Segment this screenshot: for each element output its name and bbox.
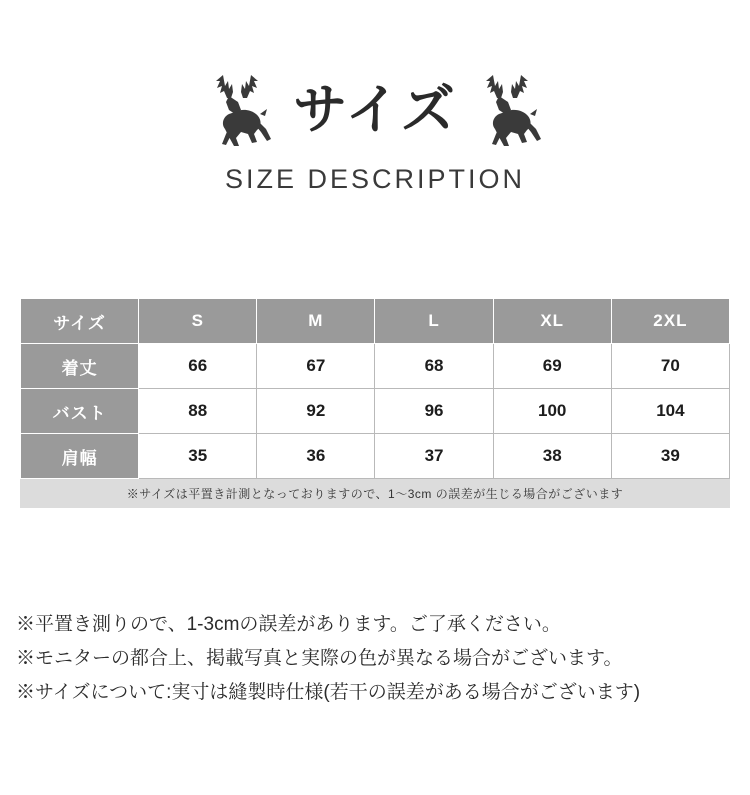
cell-bust-m: 92 bbox=[257, 389, 375, 434]
column-header-l: L bbox=[375, 299, 493, 344]
cell-shoulder-l: 37 bbox=[375, 434, 493, 479]
cell-bust-2xl: 104 bbox=[611, 389, 729, 434]
cell-bust-xl: 100 bbox=[493, 389, 611, 434]
table-footnote-row bbox=[21, 479, 730, 508]
column-header-size: サイズ bbox=[21, 299, 139, 344]
cell-shoulder-s: 35 bbox=[139, 434, 257, 479]
cell-bust-l: 96 bbox=[375, 389, 493, 434]
table-row bbox=[21, 389, 730, 434]
cell-length-s: 66 bbox=[139, 344, 257, 389]
note-size: ※サイズについて:実寸は縫製時仕様(若干の誤差がある場合がございます) bbox=[16, 682, 641, 703]
title-row bbox=[0, 72, 750, 148]
cell-length-l: 68 bbox=[375, 344, 493, 389]
cell-shoulder-2xl: 39 bbox=[611, 434, 729, 479]
row-header-bust: バスト bbox=[21, 389, 139, 434]
size-table bbox=[20, 298, 730, 508]
notes-section bbox=[16, 608, 738, 710]
cell-bust-s: 88 bbox=[139, 389, 257, 434]
page-title: サイズ bbox=[293, 80, 457, 140]
row-header-shoulder: 肩幅 bbox=[21, 434, 139, 479]
note-measurement: ※平置き測りので、1-3cmの誤差があります。ご了承ください。 bbox=[16, 614, 561, 635]
note-color: ※モニターの都合上、掲載写真と実際の色が異なる場合がございます。 bbox=[16, 648, 623, 669]
cell-length-m: 67 bbox=[257, 344, 375, 389]
cell-shoulder-m: 36 bbox=[257, 434, 375, 479]
page-subtitle: SIZE DESCRIPTION bbox=[224, 164, 526, 194]
cell-shoulder-xl: 38 bbox=[493, 434, 611, 479]
size-table-body bbox=[21, 344, 730, 508]
deer-icon bbox=[475, 72, 545, 148]
cell-length-xl: 69 bbox=[493, 344, 611, 389]
column-header-2xl: 2XL bbox=[611, 299, 729, 344]
column-header-s: S bbox=[139, 299, 257, 344]
column-header-m: M bbox=[257, 299, 375, 344]
row-header-length: 着丈 bbox=[21, 344, 139, 389]
column-header-xl: XL bbox=[493, 299, 611, 344]
table-footnote: ※サイズは平置き計測となっておりますので、1～3cm の誤差が生じる場合がございます bbox=[21, 479, 730, 508]
size-table-container bbox=[20, 298, 730, 508]
table-header-row bbox=[21, 299, 730, 344]
table-row bbox=[21, 434, 730, 479]
size-table-head bbox=[21, 299, 730, 344]
table-row bbox=[21, 344, 730, 389]
deer-icon bbox=[205, 72, 275, 148]
page-header bbox=[0, 0, 750, 195]
cell-length-2xl: 70 bbox=[611, 344, 729, 389]
